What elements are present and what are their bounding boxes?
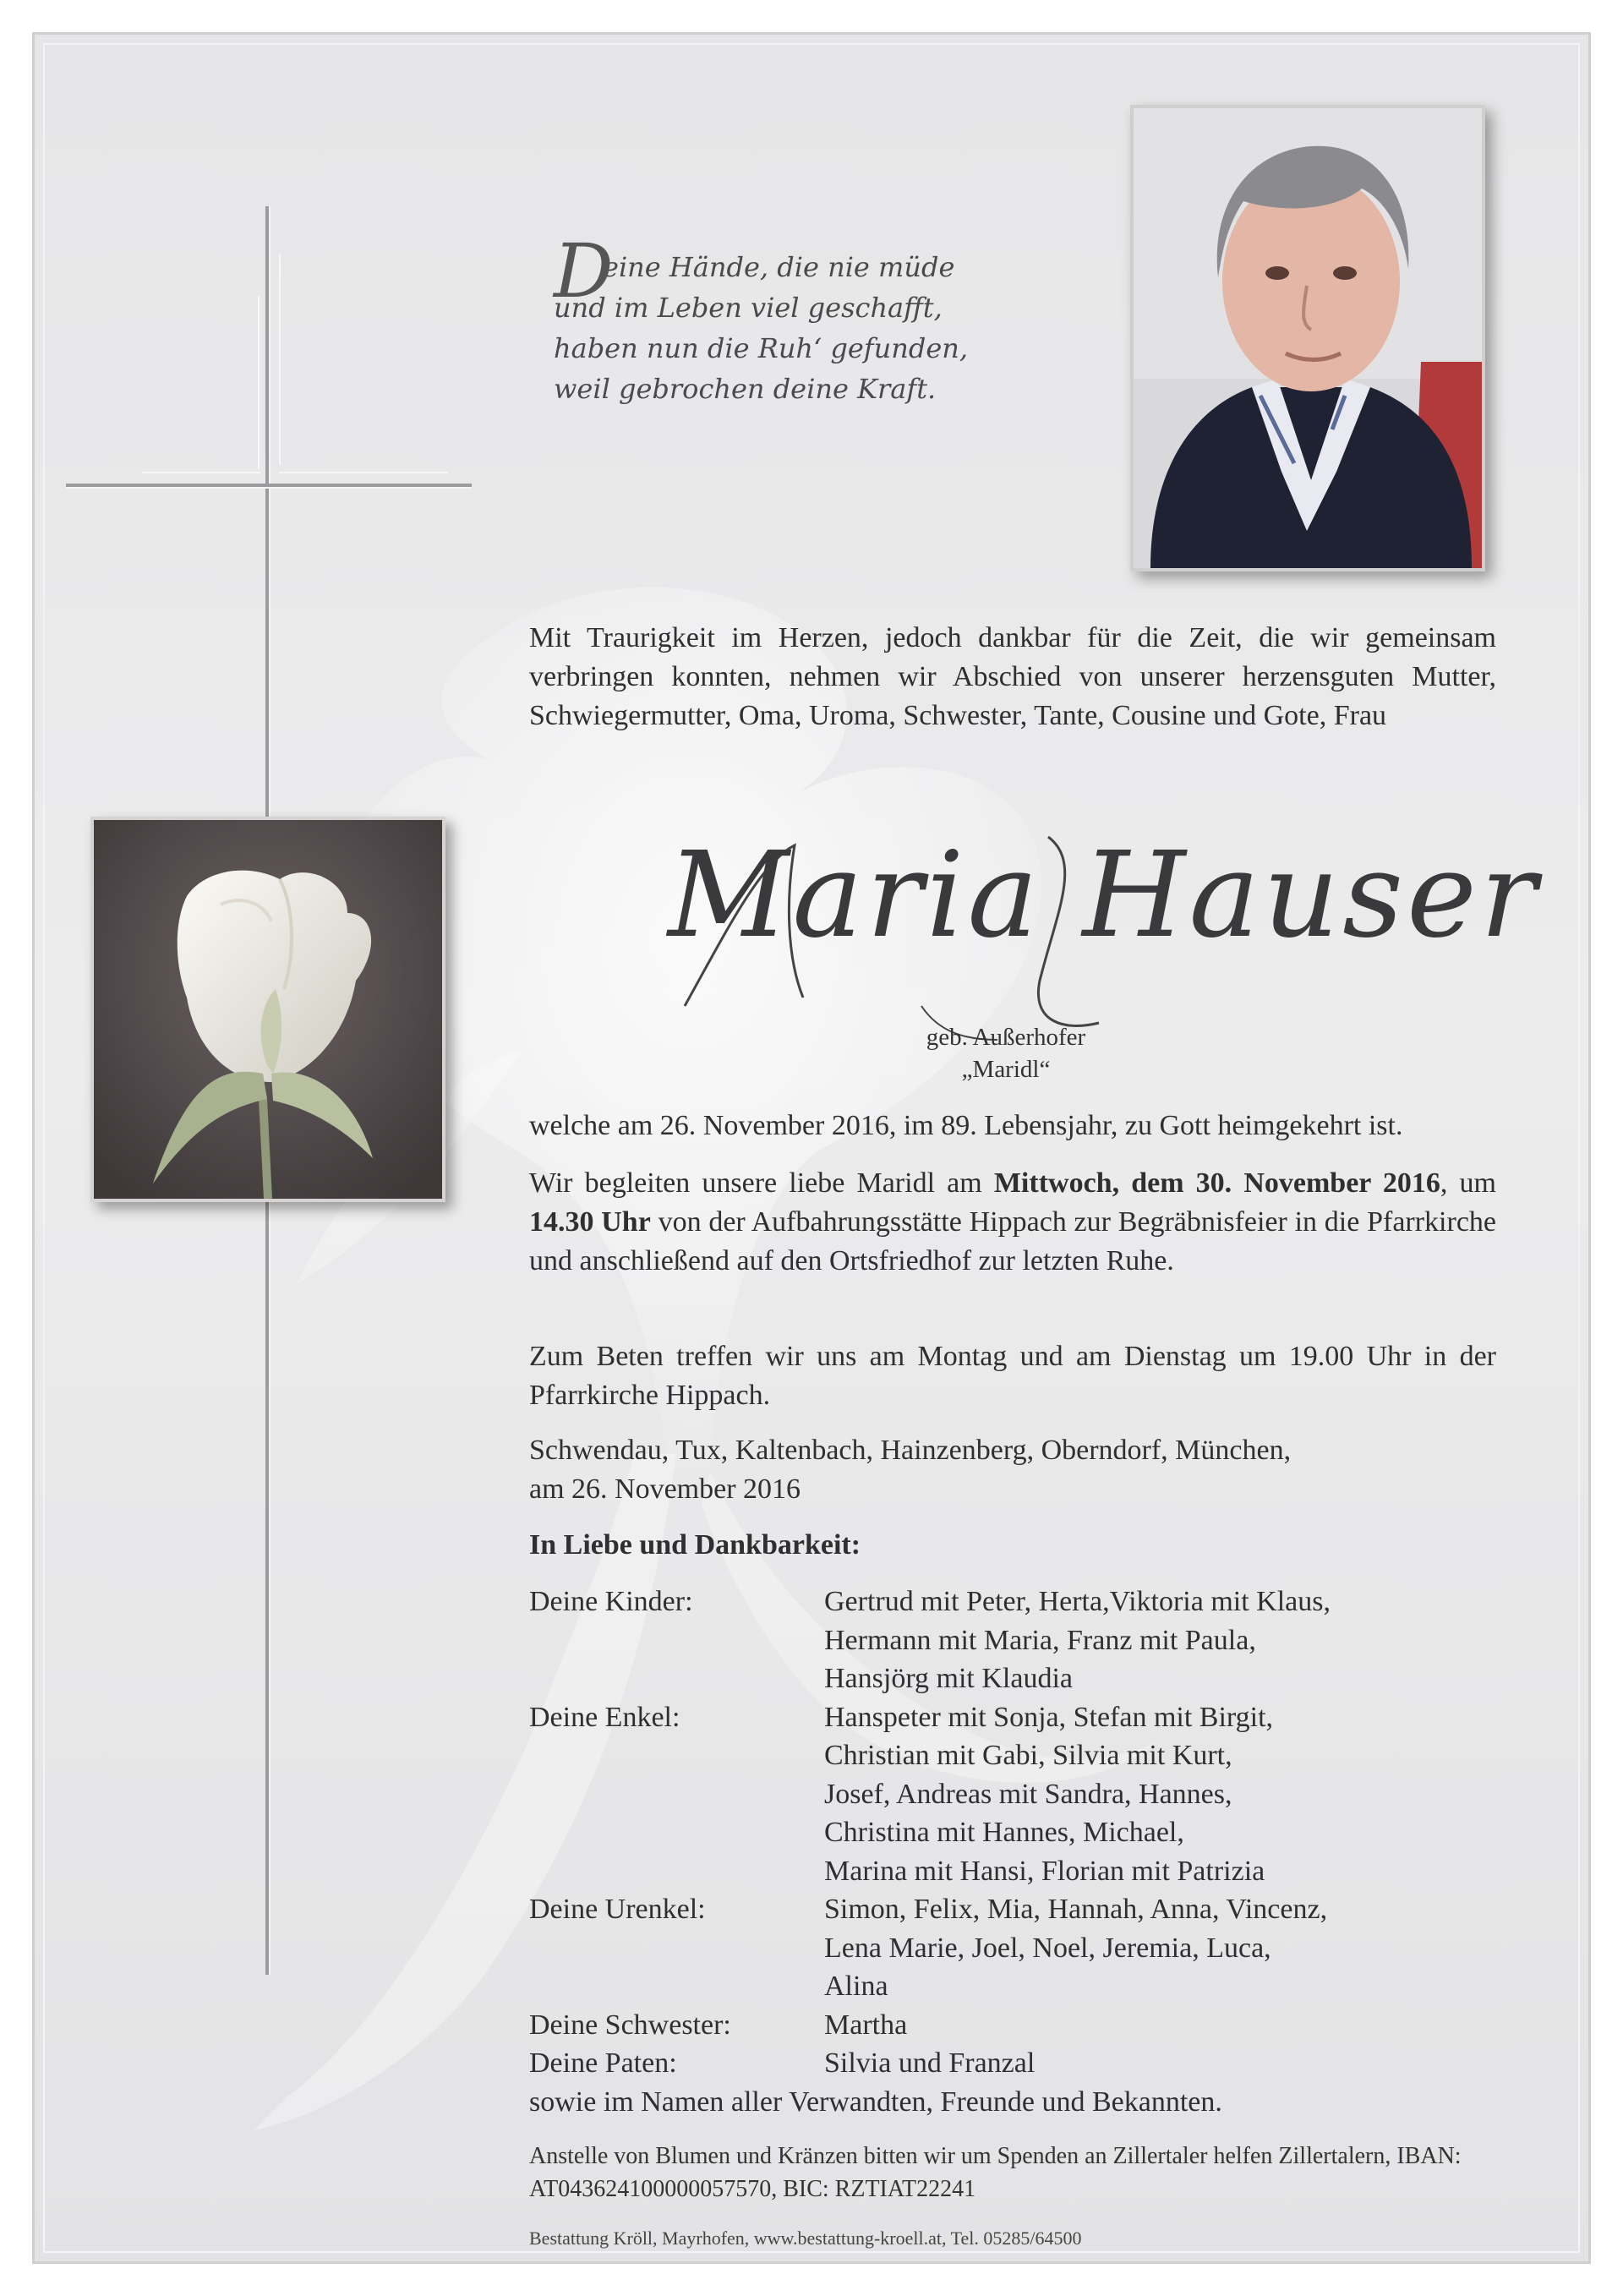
- family-line: Hermann mit Maria, Franz mit Paula,: [824, 1624, 1256, 1656]
- family-line: Christian mit Gabi, Silvia mit Kurt,: [824, 1740, 1232, 1771]
- family-row: [529, 2006, 1496, 2045]
- family-names: [824, 2006, 1496, 2045]
- funeral-paragraph: [529, 1164, 1496, 1281]
- place-line: Schwendau, Tux, Kaltenbach, Hainzenberg, Oberndorf, München,: [529, 1435, 1292, 1466]
- white-rose-icon: [94, 820, 442, 1199]
- family-list: [529, 1583, 1496, 2121]
- funeral-date: Mittwoch, dem 30. November 2016: [993, 1167, 1440, 1199]
- family-names: [824, 2044, 1496, 2083]
- poem-line: eine Hände, die nie müde: [603, 251, 955, 283]
- cross-highlight: [279, 254, 281, 465]
- death-notice: welche am 26. November 2016, im 89. Lebensjahr, zu Gott heimgekehrt ist.: [529, 1110, 1403, 1141]
- family-row: [529, 2044, 1496, 2083]
- family-line: Martha: [824, 2009, 908, 2041]
- place-line: am 26. November 2016: [529, 1473, 801, 1505]
- poem-line: weil gebrochen deine Kraft.: [554, 373, 937, 405]
- funeral-text: von der Aufbahrungsstätte Hippach zur Begräbnisfeier in die Pfarrkirche und anschließend auf den Ortsfriedhof zur letzten Ruhe.: [529, 1206, 1496, 1276]
- portrait-photo: [1130, 105, 1485, 571]
- poem-line: und im Leben viel geschafft,: [554, 292, 943, 324]
- cross-highlight: [142, 472, 260, 473]
- funeral-text: Wir begleiten unsere liebe Maridl am: [529, 1167, 994, 1199]
- deceased-name: Maria Hauser: [668, 827, 1540, 965]
- cross-horizontal-bar: [66, 484, 472, 487]
- family-label: Deine Paten:: [529, 2047, 677, 2079]
- donation-note: Anstelle von Blumen und Kränzen bitten wir um Spenden an Zillertaler helfen Zillertalern, IBAN: AT043624100000057570, BIC: RZTIAT22241: [529, 2143, 1462, 2202]
- family-names: [824, 1583, 1496, 1698]
- family-label: Deine Kinder:: [529, 1586, 693, 1617]
- nickname: „Maridl“: [961, 1056, 1051, 1083]
- family-names: [824, 1698, 1496, 1891]
- white-rose-image: [90, 817, 445, 1202]
- family-row: [529, 1890, 1496, 2006]
- funeral-text: , um: [1440, 1167, 1496, 1199]
- family-line: Gertrud mit Peter, Herta,Viktoria mit Klaus,: [824, 1586, 1331, 1617]
- family-line: Hansjörg mit Klaudia: [824, 1663, 1073, 1694]
- family-names: [824, 1890, 1496, 2006]
- poem-drop-letter: D: [554, 227, 614, 314]
- family-line: Silvia und Franzal: [824, 2047, 1036, 2079]
- family-line: Marina mit Hansi, Florian mit Patrizia: [824, 1855, 1265, 1887]
- prayer-paragraph: Zum Beten treffen wir uns am Montag und am Dienstag um 19.00 Uhr in der Pfarrkirche Hippach.: [529, 1341, 1496, 1411]
- undertaker-footer: Bestattung Kröll, Mayrhofen, www.bestattung-kroell.at, Tel. 05285/64500: [529, 2228, 1082, 2249]
- family-line: Alina: [824, 1971, 888, 2002]
- birth-name-block: [879, 1021, 1133, 1085]
- cross-highlight: [279, 472, 448, 473]
- family-line: Lena Marie, Joel, Noel, Jeremia, Luca,: [824, 1932, 1271, 1964]
- family-label: Deine Enkel:: [529, 1701, 680, 1733]
- memorial-poem: [554, 227, 1027, 409]
- family-line: Josef, Andreas mit Sandra, Hannes,: [824, 1778, 1232, 1810]
- closing-line: sowie im Namen aller Verwandten, Freunde und Bekannten.: [529, 2086, 1222, 2118]
- place-date: [529, 1431, 1496, 1509]
- family-row: [529, 1698, 1496, 1891]
- thanks-heading: In Liebe und Dankbarkeit:: [529, 1529, 861, 1561]
- family-label: Deine Schwester:: [529, 2009, 731, 2041]
- family-line: Hanspeter mit Sonja, Stefan mit Birgit,: [824, 1701, 1274, 1733]
- family-line: Simon, Felix, Mia, Hannah, Anna, Vincenz,: [824, 1894, 1328, 1925]
- family-label: Deine Urenkel:: [529, 1894, 706, 1925]
- intro-paragraph: Mit Traurigkeit im Herzen, jedoch dankbar für die Zeit, die wir gemeinsam verbringen konnten, nehmen wir Abschied von unserer herzensguten Mutter, Schwiegermutter, Oma, Uroma, Schwester, Tante, Cousine und Gote, Frau: [529, 622, 1496, 731]
- funeral-time: 14.30 Uhr: [529, 1206, 651, 1238]
- family-line: Christina mit Hannes, Michael,: [824, 1817, 1184, 1848]
- family-row: [529, 1583, 1496, 1698]
- birth-name: geb. Außerhofer: [926, 1024, 1086, 1051]
- poem-line: haben nun die Ruh‘ gefunden,: [554, 332, 969, 364]
- portrait-image: [1134, 108, 1482, 568]
- cross-highlight: [258, 296, 260, 469]
